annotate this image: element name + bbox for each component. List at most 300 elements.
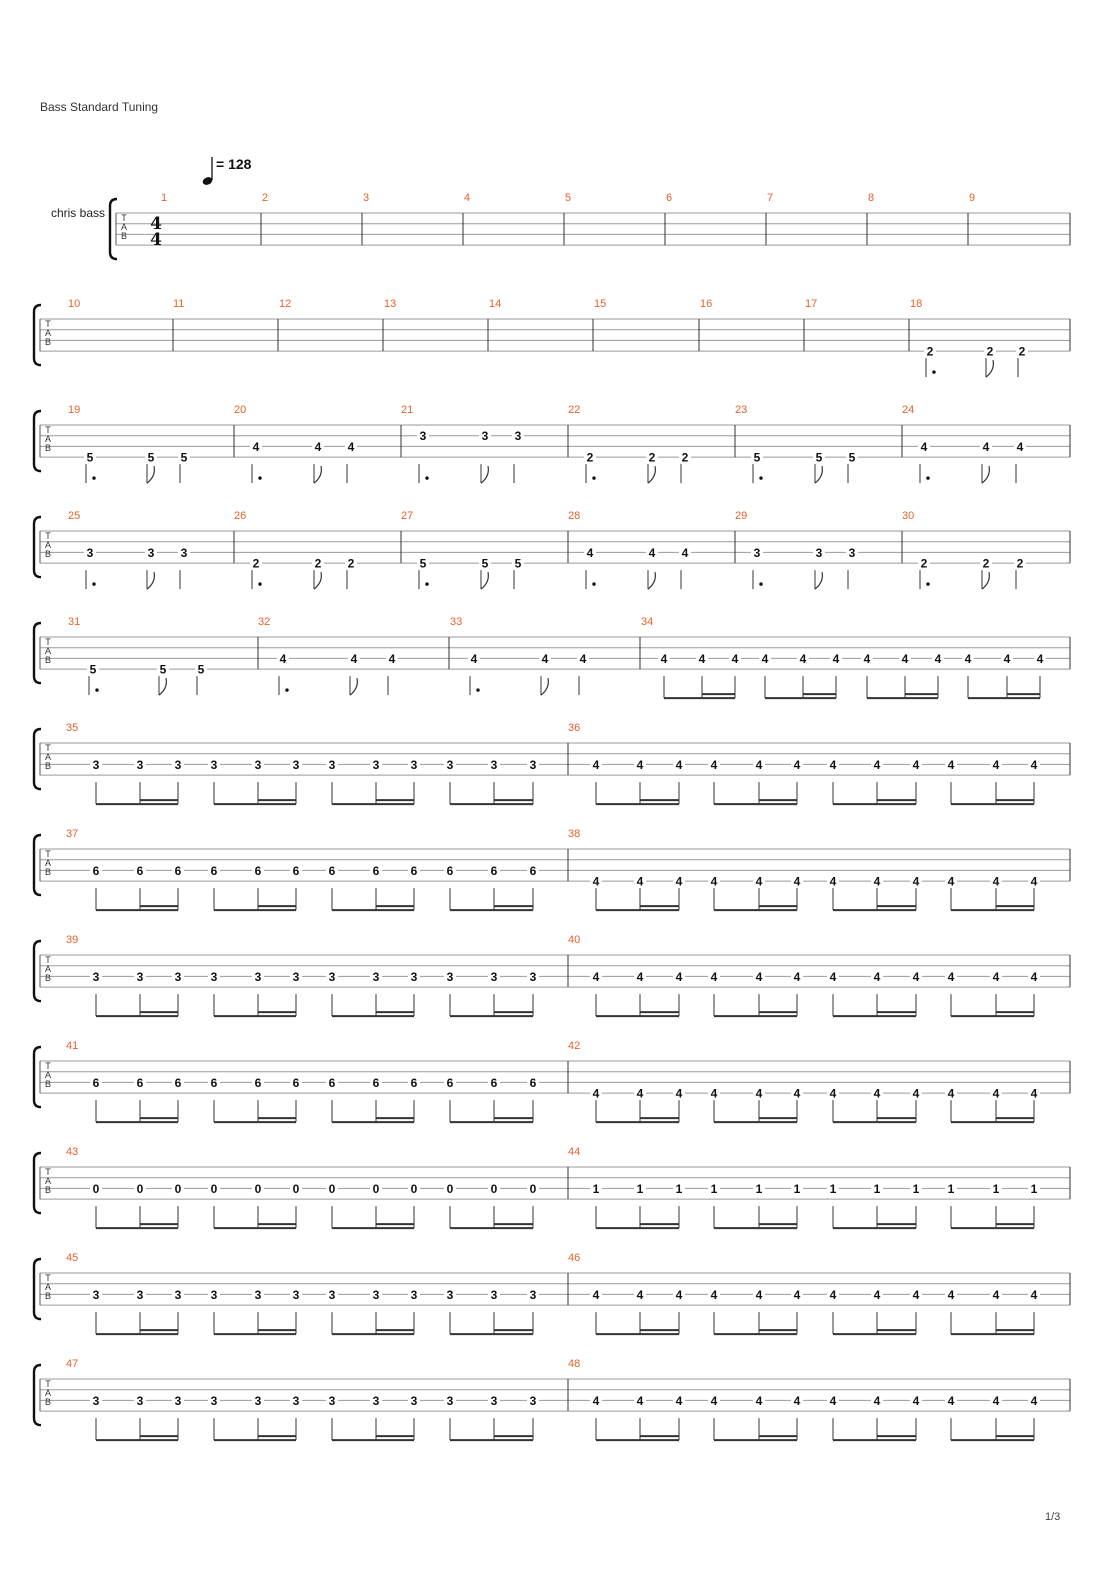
measure-number: 33 (450, 616, 463, 628)
fret-number: 3 (328, 1287, 336, 1302)
fret-number: 4 (755, 757, 763, 772)
rhythm-dot (932, 370, 935, 373)
measure-number: 1 (161, 192, 168, 204)
measure-number: 16 (700, 298, 713, 310)
fret-number: 6 (410, 1075, 418, 1090)
fret-number: 1 (912, 1181, 920, 1196)
note-flag (648, 466, 655, 483)
tab-system (34, 510, 1070, 589)
tab-system (34, 404, 1070, 483)
fret-number: 1 (636, 1181, 644, 1196)
tab-clef-letter: A (44, 1070, 52, 1080)
fret-number: 4 (675, 969, 683, 984)
measure-number: 30 (902, 510, 915, 522)
fret-number: 2 (1018, 344, 1026, 359)
tab-clef-letter: B (44, 761, 52, 771)
fret-number: 4 (579, 651, 587, 666)
measure-number: 26 (234, 510, 247, 522)
fret-number: 3 (446, 757, 454, 772)
rhythm-dot (92, 582, 95, 585)
fret-number: 3 (254, 969, 262, 984)
note-flag (815, 466, 822, 483)
fret-number: 6 (254, 863, 262, 878)
rhythm-dot (926, 476, 929, 479)
measure-number: 36 (568, 722, 581, 734)
fret-number: 6 (136, 1075, 144, 1090)
note-flag (159, 678, 166, 695)
measure-number: 18 (910, 298, 923, 310)
fret-number: 6 (210, 1075, 218, 1090)
tuning-label: Bass Standard Tuning (40, 100, 159, 114)
measure-number: 32 (258, 616, 271, 628)
fret-number: 1 (829, 1181, 837, 1196)
fret-number: 4 (947, 969, 955, 984)
rhythm-dot (476, 688, 479, 691)
measure-number: 12 (279, 298, 292, 310)
fret-number: 3 (92, 1287, 100, 1302)
fret-number: 1 (793, 1181, 801, 1196)
fret-number: 4 (592, 1086, 600, 1101)
fret-number: 4 (863, 651, 871, 666)
fret-number: 0 (92, 1181, 100, 1196)
fret-number: 4 (541, 651, 549, 666)
measure-number: 41 (66, 1040, 79, 1052)
fret-number: 4 (912, 1086, 920, 1101)
measure-number: 35 (66, 722, 79, 734)
track-name: chris bass (50, 206, 105, 220)
fret-number: 2 (982, 556, 990, 571)
tab-clef-letter: T (45, 425, 51, 435)
fret-number: 6 (92, 863, 100, 878)
fret-number: 4 (947, 1086, 955, 1101)
fret-number: 4 (636, 969, 644, 984)
fret-number: 3 (210, 1287, 218, 1302)
measure-number: 48 (568, 1358, 581, 1370)
measure-number: 7 (767, 192, 774, 204)
fret-number: 1 (1030, 1181, 1038, 1196)
fret-number: 4 (1030, 1287, 1038, 1302)
measure-number: 47 (66, 1358, 79, 1370)
fret-number: 3 (490, 757, 498, 772)
tab-system (34, 828, 1070, 910)
tab-clef-letter: T (45, 1061, 51, 1071)
note-flag (982, 466, 989, 483)
fret-number: 4 (1030, 1086, 1038, 1101)
tab-system (34, 616, 1070, 698)
fret-number: 4 (793, 874, 801, 889)
tab-clef-letter: T (45, 849, 51, 859)
fret-number: 6 (328, 1075, 336, 1090)
fret-number: 5 (147, 450, 155, 465)
fret-number: 6 (210, 863, 218, 878)
fret-number: 3 (514, 429, 522, 444)
fret-number: 4 (388, 651, 396, 666)
fret-number: 3 (136, 1287, 144, 1302)
tab-clef-letter: A (44, 752, 52, 762)
fret-number: 5 (86, 450, 94, 465)
fret-number: 4 (832, 651, 840, 666)
fret-number: 0 (410, 1181, 418, 1196)
measure-number: 34 (641, 616, 654, 628)
fret-number: 4 (829, 1086, 837, 1101)
fret-number: 4 (252, 439, 260, 454)
tab-clef-letter: B (44, 973, 52, 983)
fret-number: 3 (254, 1393, 262, 1408)
fret-number: 3 (529, 1393, 537, 1408)
fret-number: 4 (710, 757, 718, 772)
fret-number: 3 (292, 969, 300, 984)
tab-clef-letter: A (120, 222, 128, 232)
tab-system (51, 192, 1070, 259)
fret-number: 3 (174, 757, 182, 772)
fret-number: 4 (947, 757, 955, 772)
fret-number: 4 (710, 1393, 718, 1408)
fret-number: 4 (799, 651, 807, 666)
fret-number: 4 (675, 1393, 683, 1408)
fret-number: 4 (947, 1287, 955, 1302)
fret-number: 3 (815, 545, 823, 560)
fret-number: 6 (490, 1075, 498, 1090)
fret-number: 5 (180, 450, 188, 465)
fret-number: 4 (901, 651, 909, 666)
fret-number: 4 (1016, 439, 1024, 454)
measure-number: 45 (66, 1252, 79, 1264)
rhythm-dot (258, 582, 261, 585)
note-flag (314, 572, 321, 589)
fret-number: 4 (912, 757, 920, 772)
fret-number: 4 (793, 1086, 801, 1101)
fret-number: 6 (529, 1075, 537, 1090)
tab-clef-letter: B (44, 1397, 52, 1407)
measure-number: 10 (68, 298, 81, 310)
fret-number: 4 (829, 874, 837, 889)
fret-number: 4 (755, 874, 763, 889)
fret-number: 4 (314, 439, 322, 454)
fret-number: 2 (926, 344, 934, 359)
fret-number: 3 (180, 545, 188, 560)
fret-number: 4 (1030, 1393, 1038, 1408)
measure-number: 9 (969, 192, 976, 204)
fret-number: 4 (675, 757, 683, 772)
fret-number: 1 (755, 1181, 763, 1196)
tab-clef-letter: T (45, 319, 51, 329)
fret-number: 3 (481, 429, 489, 444)
fret-number: 4 (912, 1393, 920, 1408)
measure-number: 15 (594, 298, 607, 310)
fret-number: 4 (829, 1287, 837, 1302)
tab-clef-letter: A (44, 540, 52, 550)
fret-number: 1 (592, 1181, 600, 1196)
fret-number: 6 (446, 1075, 454, 1090)
fret-number: 4 (829, 969, 837, 984)
fret-number: 5 (197, 662, 205, 677)
fret-number: 4 (592, 874, 600, 889)
measure-number: 37 (66, 828, 79, 840)
fret-number: 4 (964, 651, 972, 666)
fret-number: 2 (681, 450, 689, 465)
fret-number: 3 (490, 1393, 498, 1408)
measure-number: 3 (363, 192, 370, 204)
fret-number: 3 (292, 1287, 300, 1302)
fret-number: 6 (174, 863, 182, 878)
tab-system (34, 298, 1070, 377)
fret-number: 6 (446, 863, 454, 878)
fret-number: 3 (86, 545, 94, 560)
fret-number: 4 (793, 757, 801, 772)
fret-number: 0 (136, 1181, 144, 1196)
measure-number: 29 (735, 510, 748, 522)
fret-number: 3 (136, 969, 144, 984)
fret-number: 4 (912, 1287, 920, 1302)
tab-clef-letter: B (44, 1185, 52, 1195)
fret-number: 6 (372, 863, 380, 878)
time-signature-top: 4 (150, 214, 162, 234)
fret-number: 4 (347, 439, 355, 454)
fret-number: 4 (829, 757, 837, 772)
fret-number: 6 (174, 1075, 182, 1090)
fret-number: 2 (648, 450, 656, 465)
fret-number: 4 (675, 1086, 683, 1101)
fret-number: 4 (710, 1086, 718, 1101)
note-flag (314, 466, 321, 483)
fret-number: 3 (529, 969, 537, 984)
tab-clef-letter: T (45, 637, 51, 647)
tab-clef-letter: T (45, 1167, 51, 1177)
fret-number: 3 (372, 1393, 380, 1408)
fret-number: 3 (490, 969, 498, 984)
fret-number: 4 (636, 1086, 644, 1101)
tab-system (34, 934, 1070, 1016)
fret-number: 4 (470, 651, 478, 666)
measure-number: 8 (868, 192, 875, 204)
fret-number: 4 (592, 969, 600, 984)
measure-number: 17 (805, 298, 818, 310)
measure-number: 39 (66, 934, 79, 946)
fret-number: 3 (410, 969, 418, 984)
fret-number: 4 (1030, 969, 1038, 984)
tab-clef-letter: B (120, 231, 128, 241)
tab-clef-letter: B (44, 655, 52, 665)
note-flag (541, 678, 548, 695)
measure-number: 22 (568, 404, 581, 416)
measure-number: 2 (262, 192, 269, 204)
measure-number: 14 (489, 298, 502, 310)
measure-number: 28 (568, 510, 581, 522)
fret-number: 3 (210, 757, 218, 772)
fret-number: 4 (761, 651, 769, 666)
fret-number: 3 (372, 757, 380, 772)
fret-number: 3 (529, 757, 537, 772)
fret-number: 4 (586, 545, 594, 560)
fret-number: 6 (372, 1075, 380, 1090)
fret-number: 4 (710, 1287, 718, 1302)
rhythm-dot (926, 582, 929, 585)
rhythm-dot (95, 688, 98, 691)
rhythm-dot (92, 476, 95, 479)
fret-number: 4 (793, 1393, 801, 1408)
fret-number: 5 (815, 450, 823, 465)
fret-number: 6 (529, 863, 537, 878)
tab-clef-letter: T (45, 1273, 51, 1283)
fret-number: 5 (753, 450, 761, 465)
fret-number: 4 (934, 651, 942, 666)
fret-number: 3 (147, 545, 155, 560)
fret-number: 0 (446, 1181, 454, 1196)
fret-number: 1 (947, 1181, 955, 1196)
fret-number: 4 (636, 874, 644, 889)
fret-number: 4 (920, 439, 928, 454)
fret-number: 4 (1030, 874, 1038, 889)
fret-number: 3 (446, 969, 454, 984)
tab-clef-letter: T (121, 213, 127, 223)
note-flag (648, 572, 655, 589)
fret-number: 4 (873, 757, 881, 772)
fret-number: 3 (210, 1393, 218, 1408)
fret-number: 4 (636, 1393, 644, 1408)
fret-number: 3 (419, 429, 427, 444)
measure-number: 13 (384, 298, 397, 310)
fret-number: 3 (372, 1287, 380, 1302)
fret-number: 1 (992, 1181, 1000, 1196)
fret-number: 5 (514, 556, 522, 571)
tab-clef-letter: A (44, 964, 52, 974)
fret-number: 0 (372, 1181, 380, 1196)
fret-number: 4 (992, 1393, 1000, 1408)
fret-number: 4 (1003, 651, 1011, 666)
measure-number: 42 (568, 1040, 581, 1052)
note-flag (815, 572, 822, 589)
fret-number: 4 (592, 1287, 600, 1302)
measure-number: 25 (68, 510, 81, 522)
fret-number: 4 (1030, 757, 1038, 772)
fret-number: 2 (314, 556, 322, 571)
fret-number: 6 (254, 1075, 262, 1090)
fret-number: 0 (292, 1181, 300, 1196)
time-signature-bottom: 4 (150, 230, 162, 250)
fret-number: 3 (446, 1287, 454, 1302)
measure-number: 5 (565, 192, 572, 204)
fret-number: 4 (755, 969, 763, 984)
fret-number: 4 (755, 1086, 763, 1101)
measure-number: 24 (902, 404, 915, 416)
fret-number: 4 (982, 439, 990, 454)
measure-number: 11 (173, 298, 185, 310)
fret-number: 4 (829, 1393, 837, 1408)
fret-number: 4 (350, 651, 358, 666)
rhythm-dot (759, 582, 762, 585)
fret-number: 4 (992, 969, 1000, 984)
fret-number: 6 (92, 1075, 100, 1090)
fret-number: 4 (755, 1393, 763, 1408)
fret-number: 0 (490, 1181, 498, 1196)
rhythm-dot (258, 476, 261, 479)
fret-number: 3 (292, 757, 300, 772)
fret-number: 3 (210, 969, 218, 984)
fret-number: 6 (136, 863, 144, 878)
tab-clef-letter: A (44, 434, 52, 444)
measure-number: 31 (68, 616, 81, 628)
fret-number: 3 (136, 1393, 144, 1408)
note-flag (147, 466, 154, 483)
fret-number: 6 (490, 863, 498, 878)
fret-number: 3 (136, 757, 144, 772)
fret-number: 4 (992, 874, 1000, 889)
tab-clef-letter: T (45, 955, 51, 965)
fret-number: 2 (1016, 556, 1024, 571)
fret-number: 4 (873, 969, 881, 984)
tab-system (34, 1040, 1070, 1122)
fret-number: 4 (279, 651, 287, 666)
measure-number: 44 (568, 1146, 581, 1158)
fret-number: 3 (410, 757, 418, 772)
page-number: 1/3 (1045, 1511, 1061, 1523)
fret-number: 3 (254, 1287, 262, 1302)
measure-number: 21 (401, 404, 414, 416)
note-flag (986, 360, 993, 377)
measure-number: 40 (568, 934, 581, 946)
measure-number: 27 (401, 510, 414, 522)
fret-number: 0 (529, 1181, 537, 1196)
measure-number: 6 (666, 192, 673, 204)
fret-number: 3 (92, 757, 100, 772)
fret-number: 4 (675, 874, 683, 889)
fret-number: 5 (159, 662, 167, 677)
fret-number: 3 (446, 1393, 454, 1408)
fret-number: 4 (648, 545, 656, 560)
note-flag (481, 572, 488, 589)
fret-number: 6 (410, 863, 418, 878)
tab-clef-letter: A (44, 328, 52, 338)
fret-number: 4 (731, 651, 739, 666)
fret-number: 3 (490, 1287, 498, 1302)
fret-number: 5 (848, 450, 856, 465)
fret-number: 3 (529, 1287, 537, 1302)
note-flag (481, 466, 488, 483)
fret-number: 3 (753, 545, 761, 560)
measure-number: 4 (464, 192, 471, 204)
tab-clef-letter: B (44, 1291, 52, 1301)
fret-number: 4 (992, 1086, 1000, 1101)
fret-number: 4 (710, 874, 718, 889)
tempo-marking: = 128 (216, 156, 252, 172)
fret-number: 3 (328, 757, 336, 772)
fret-number: 4 (992, 1287, 1000, 1302)
fret-number: 4 (873, 1086, 881, 1101)
fret-number: 3 (328, 969, 336, 984)
measure-number: 19 (68, 404, 81, 416)
fret-number: 6 (328, 863, 336, 878)
fret-number: 3 (328, 1393, 336, 1408)
tab-clef-letter: T (45, 743, 51, 753)
fret-number: 1 (873, 1181, 881, 1196)
fret-number: 4 (947, 1393, 955, 1408)
fret-number: 0 (328, 1181, 336, 1196)
fret-number: 4 (636, 757, 644, 772)
rhythm-dot (425, 476, 428, 479)
fret-number: 4 (636, 1287, 644, 1302)
note-flag (982, 572, 989, 589)
tab-system (34, 722, 1070, 804)
tab-clef-letter: T (45, 1379, 51, 1389)
fret-number: 4 (1036, 651, 1044, 666)
fret-number: 2 (586, 450, 594, 465)
tab-clef-letter: A (44, 646, 52, 656)
fret-number: 4 (681, 545, 689, 560)
rhythm-dot (759, 476, 762, 479)
fret-number: 4 (710, 969, 718, 984)
tab-clef-letter: B (44, 867, 52, 877)
fret-number: 4 (947, 874, 955, 889)
